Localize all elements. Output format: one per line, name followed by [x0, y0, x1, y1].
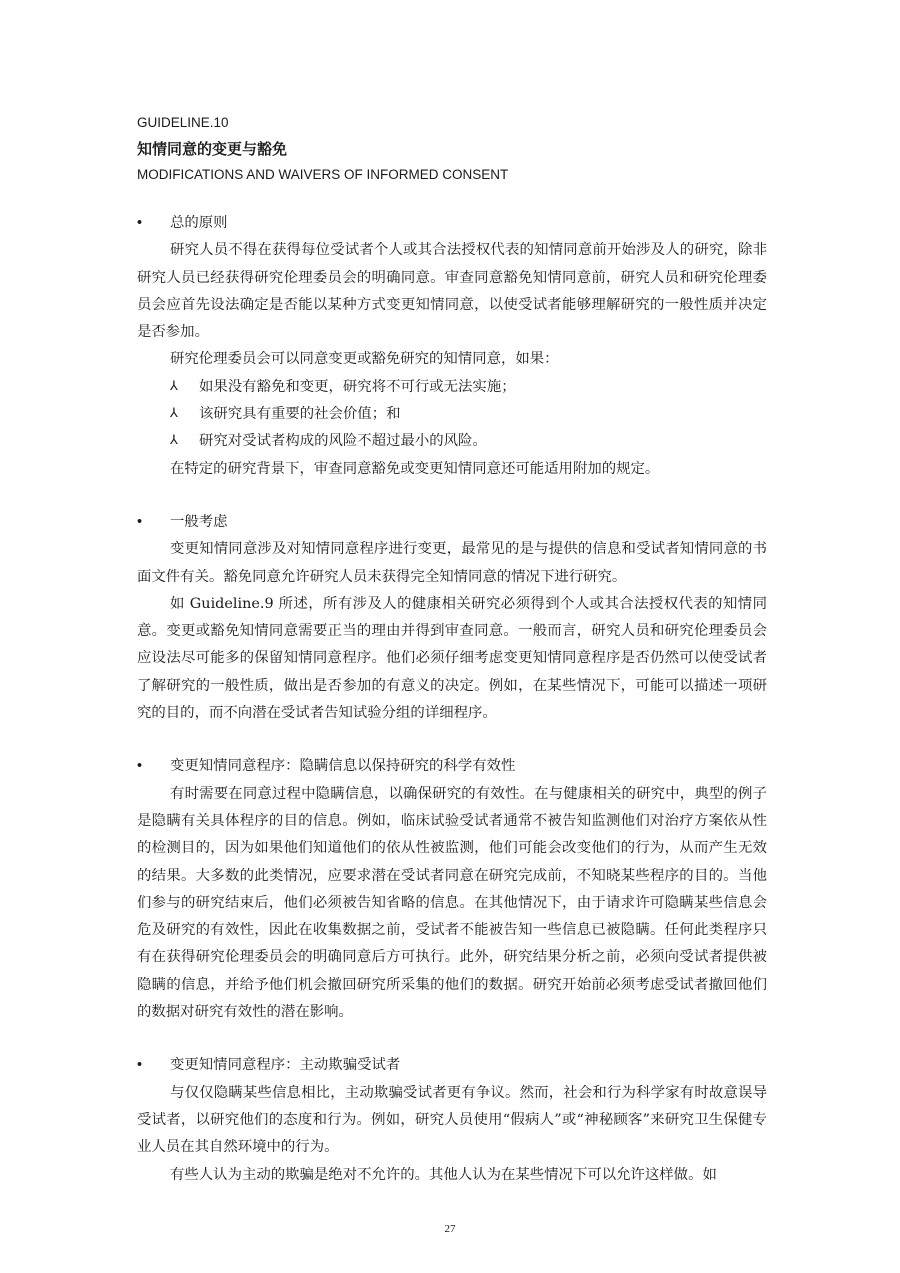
section-general-principles: [137, 210, 767, 483]
guideline-title-cn: 知情同意的变更与豁免: [137, 140, 288, 158]
page-number: 27: [444, 1223, 456, 1235]
bullet-icon: •: [137, 758, 143, 775]
section-heading-text: 一般考虑: [170, 513, 228, 530]
section-heading-text: 变更知情同意程序：隐瞒信息以保持研究的科学有效性: [170, 758, 516, 775]
section-heading-text: 总的原则: [170, 215, 228, 231]
section-withholding-information: [137, 753, 767, 1026]
paragraph: 有时需要在同意过程中隐瞒信息，以确保研究的有效性。在与健康相关的研究中，典型的例子是隐瞒有关具体程序的目的信息。例如，临床试验受试者通常不被告知监测他们对治疗方案依从性的检测目的，因为如果他们知道他们的依从性被监测，他们可能会改变他们的行为，从而产生无效的结果。大多数的此类情况，应要求潜在受试者同意在研究完成前，不知晓某些程序的目的。当他们参与的研究结束后，他们必须被告知省略的信息。在其他情况下，由于请求许可隐瞒某些信息会危及研究的有效性，因此在收集数据之前，受试者不能被告知一些信息已被隐瞒。任何此类程序只有在获得研究伦理委员会的明确同意后方可执行。此外，研究结果分析之前，必须向受试者提供被隐瞒的信息，并给予他们机会撤回研究所采集的他们的数据。研究开始前必须考虑受试者撤回他们的数据对研究有效性的潜在影响。: [137, 785, 767, 1021]
paragraph: 变更知情同意涉及对知情同意程序进行变更，最常见的是与提供的信息和受试者知情同意的书面文件有关。豁免同意允许研究人员未获得完全知情同意的情况下进行研究。: [137, 541, 767, 585]
section-heading: [137, 753, 767, 780]
section-heading-text: 变更知情同意程序：主动欺骗受试者: [170, 1057, 401, 1074]
paragraph: 有些人认为主动的欺骗是绝对不允许的。其他人认为在某些情况下可以允许这样做。如: [170, 1166, 717, 1183]
paragraph: 研究伦理委员会可以同意变更或豁免研究的知情同意，如果：: [170, 351, 559, 368]
bullet-icon: •: [137, 1057, 143, 1074]
guideline-title-en: MODIFICATIONS AND WAIVERS OF INFORMED CONSENT: [137, 167, 509, 182]
condition-item: [137, 428, 767, 455]
section-general-considerations: [137, 509, 767, 727]
paragraph: 与仅仅隐瞒某些信息相比，主动欺骗受试者更有争议。然而，社会和行为科学家有时故意误导受试者，以研究他们的态度和行为。例如，研究人员使用“假病人”或“神秘顾客”来研究卫生保健专业人员在其自然环境中的行为。: [137, 1084, 767, 1156]
paragraph: 如 Guideline.9 所述，所有涉及人的健康相关研究必须得到个人或其合法授权代表的知情同意。变更或豁免知情同意需要正当的理由并得到审查同意。一般而言，研究人员和研究伦理委员会应设法尽可能多的保留知情同意程序。他们必须仔细考虑变更知情同意程序是否仍然可以使受试者了解研究的一般性质，做出是否参加的有意义的决定。例如，在某些情况下，可能可以描述一项研究的目的，而不向潜在受试者告知试验分组的详细程序。: [137, 595, 767, 722]
condition-item: [137, 401, 767, 428]
section-heading: [137, 1052, 767, 1079]
guideline-header: [137, 110, 508, 188]
bullet-icon: •: [137, 513, 143, 530]
guideline-id: GUIDELINE.10: [137, 115, 229, 130]
section-active-deception: [137, 1052, 767, 1188]
condition-text: 该研究具有重要的社会价值；和: [199, 406, 401, 423]
arrow-bullet-icon: ⅄: [170, 378, 178, 394]
section-heading: [137, 509, 767, 536]
condition-text: 如果没有豁免和变更，研究将不可行或无法实施；: [199, 378, 516, 395]
document-body: [137, 210, 767, 1215]
arrow-bullet-icon: ⅄: [170, 433, 178, 449]
paragraph: 研究人员不得在获得每位受试者个人或其合法授权代表的知情同意前开始涉及人的研究，除非研究人员已经获得研究伦理委员会的明确同意。审查同意豁免知情同意前，研究人员和研究伦理委员会应首先设法确定是否能以某种方式变更知情同意，以使受试者能够理解研究的一般性质并决定是否参加。: [137, 242, 767, 341]
condition-item: [137, 374, 767, 401]
condition-text: 研究对受试者构成的风险不超过最小的风险。: [199, 433, 487, 450]
bullet-icon: •: [137, 215, 143, 231]
section-heading: [137, 210, 767, 237]
arrow-bullet-icon: ⅄: [170, 406, 178, 422]
paragraph: 在特定的研究背景下，审查同意豁免或变更知情同意还可能适用附加的规定。: [170, 460, 660, 477]
